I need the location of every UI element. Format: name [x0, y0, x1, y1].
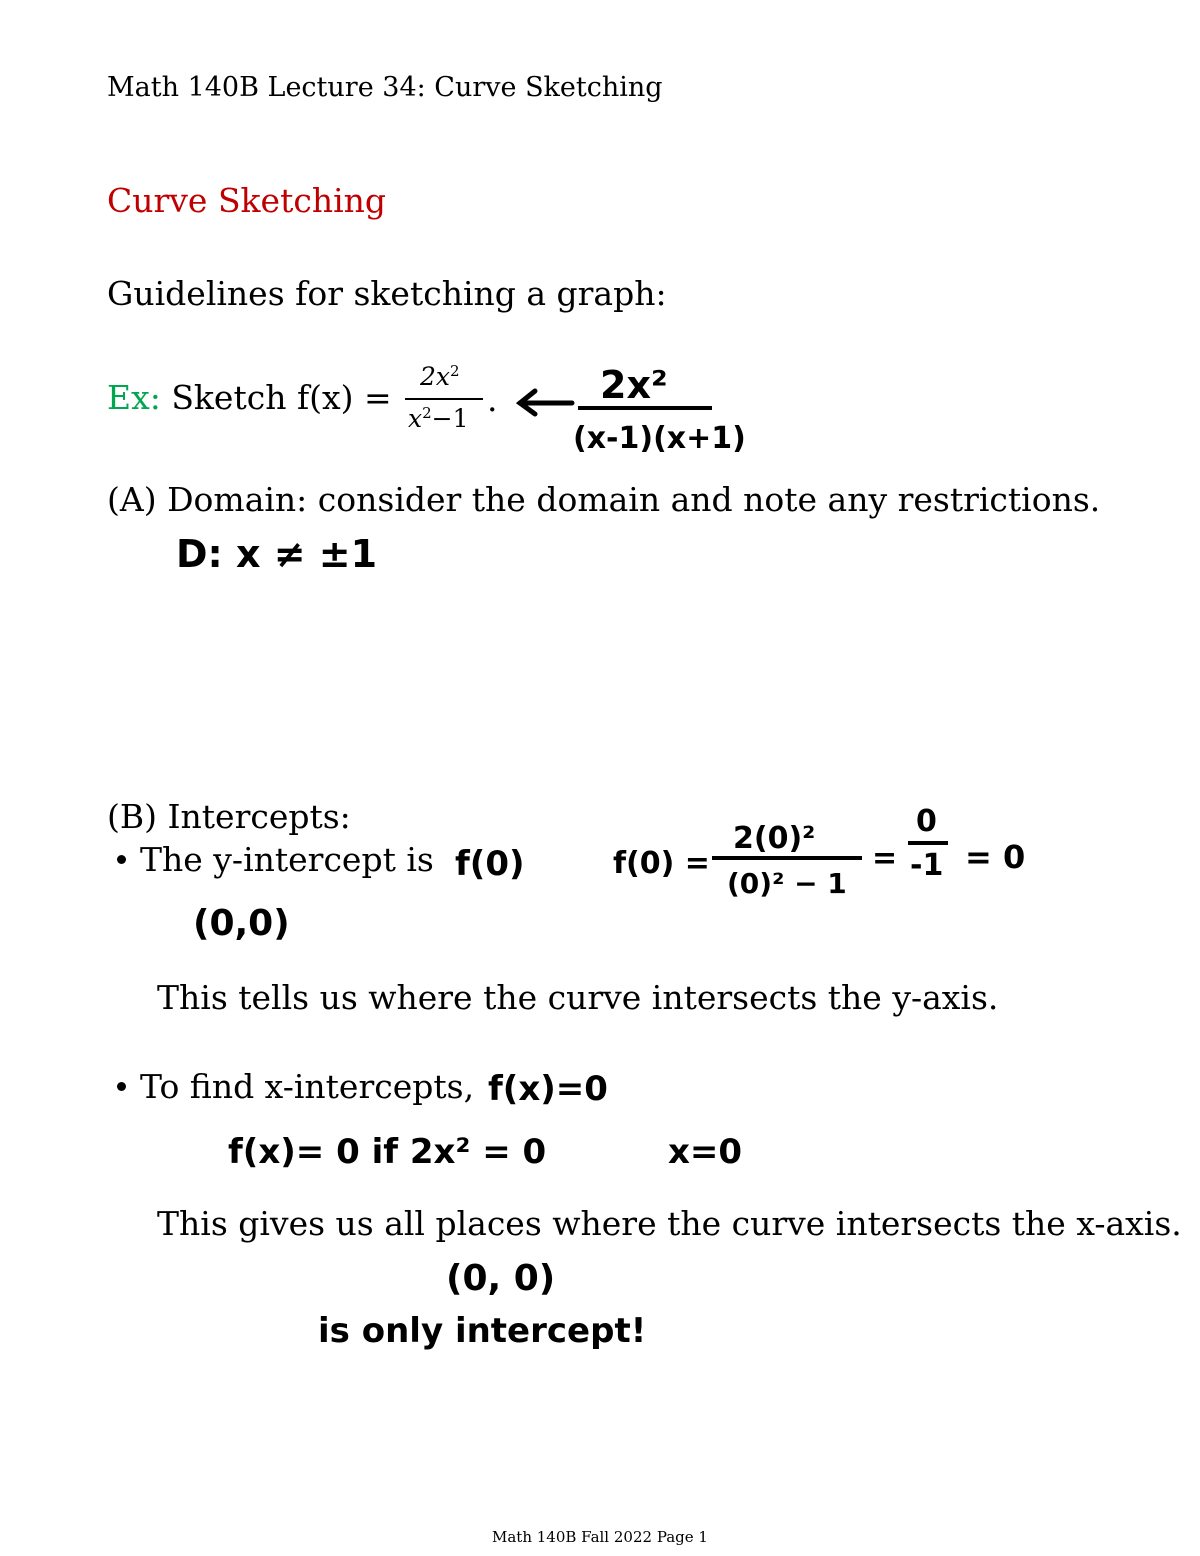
- hw-f0-calc-lhs: f(0) =: [613, 846, 710, 881]
- example-label: Ex:: [107, 378, 161, 417]
- hw-f0-calc-num2: 0: [916, 804, 937, 839]
- hw-factored-numerator: 2x²: [600, 363, 668, 407]
- y-intercept-note: This tells us where the curve intersects the y-axis.: [157, 978, 999, 1017]
- hw-domain: D: x ≠ ±1: [176, 532, 378, 576]
- hw-fx-condition: f(x)= 0 if 2x² = 0: [228, 1132, 547, 1172]
- example-period: .: [487, 380, 498, 419]
- hw-fx-zero: f(x)=0: [488, 1069, 608, 1109]
- hw-factored-denominator: (x-1)(x+1): [573, 421, 746, 456]
- hw-f0-calc-eq: =: [872, 841, 898, 876]
- arrow-icon: [520, 391, 572, 414]
- fraction-numerator: $2x^2$: [420, 362, 460, 391]
- hw-only-intercept: is only intercept!: [318, 1311, 647, 1351]
- example-text: Sketch f(x) =: [171, 378, 392, 417]
- section-title: Curve Sketching: [107, 181, 387, 220]
- page-footer: Math 140B Fall 2022 Page 1: [492, 1528, 708, 1546]
- hw-point-only: (0, 0): [446, 1258, 556, 1299]
- fraction-denominator: $x^2-1$: [408, 404, 469, 433]
- step-a-domain: (A) Domain: consider the domain and note any restrictions.: [107, 480, 1101, 519]
- hw-f0-calc-num: 2(0)²: [733, 821, 816, 856]
- x-intercept-note: This gives us all places where the curve intersects the x-axis.: [157, 1204, 1182, 1243]
- hw-f0-calc-den2: -1: [910, 848, 944, 883]
- guidelines-heading: Guidelines for sketching a graph:: [107, 274, 667, 313]
- hw-x-solution: x=0: [668, 1132, 743, 1172]
- page-header: Math 140B Lecture 34: Curve Sketching: [107, 72, 663, 103]
- hw-f0-calc-den: (0)² − 1: [727, 867, 847, 900]
- y-intercept-bullet: The y-intercept is: [117, 840, 434, 879]
- x-intercept-bullet: To find x-intercepts,: [117, 1067, 474, 1106]
- hw-y-point: (0,0): [193, 903, 290, 944]
- hw-f0: f(0): [455, 844, 525, 884]
- step-b-intercepts: (B) Intercepts:: [107, 797, 351, 836]
- hw-f0-calc-result: = 0: [965, 838, 1026, 876]
